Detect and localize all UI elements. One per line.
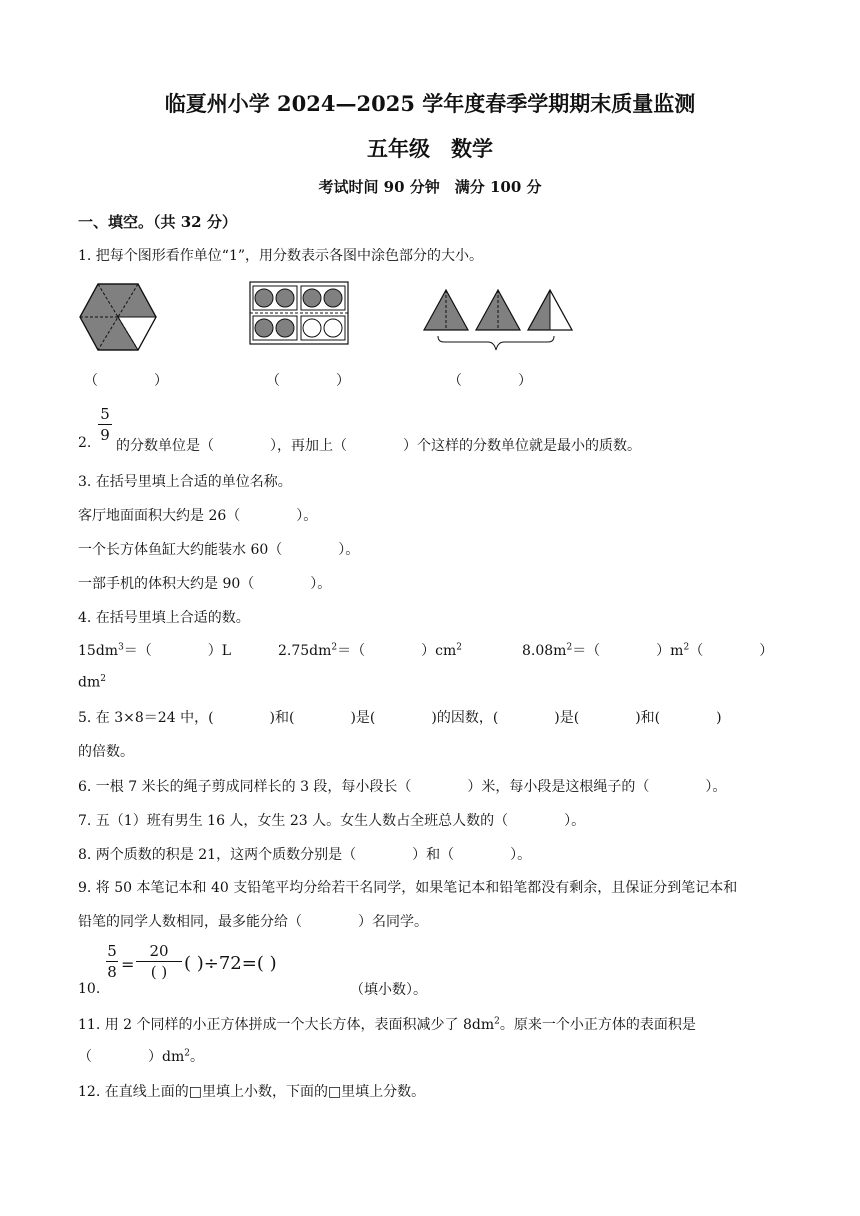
q4c-mid: （ ） <box>689 643 774 659</box>
q4b-left: 2.75dm <box>278 643 332 659</box>
question-3a: 客厅地面面积大约是 26（ ）。 <box>78 508 318 524</box>
q10-division-expression[interactable]: ( )÷72=( ) <box>184 953 277 974</box>
question-4a <box>78 640 231 660</box>
question-2-number: 2. <box>78 435 92 451</box>
fraction-bar <box>136 961 182 962</box>
superscript: 2 <box>100 674 106 684</box>
hexagon-figure-icon <box>78 282 158 352</box>
question-5-line-1: 5. 在 3×8＝24 中，( )和( )是( )的因数，( )是( )和( ) <box>78 710 722 726</box>
question-4: 4. 在括号里填上合适的数。 <box>78 610 250 626</box>
exam-info: 考试时间 90 分钟 满分 100 分 <box>318 178 542 196</box>
q11-blank[interactable]: （ ）dm <box>78 1049 185 1065</box>
question-4c <box>522 640 773 660</box>
q11-text-b: 。原来一个小正方体的表面积是 <box>499 1017 696 1033</box>
superscript: 2 <box>331 642 338 653</box>
question-11-line-1 <box>78 1014 696 1034</box>
fraction-5-9 <box>98 405 112 444</box>
q11-text-a: 11. 用 2 个同样的小正方体拼成一个大长方体，表面积减少了 8dm <box>78 1017 495 1033</box>
question-5-line-2: 的倍数。 <box>78 744 134 760</box>
fraction-denominator-blank[interactable]: ( ) <box>150 963 168 981</box>
superscript: 2 <box>566 642 573 653</box>
question-7: 7. 五（1）班有男生 16 人，女生 23 人。女生人数占全班总人数的（ ）。 <box>78 813 586 829</box>
question-12: 12. 在直线上面的□里填上小数，下面的□里填上分数。 <box>78 1084 426 1100</box>
question-3c: 一部手机的体积大约是 90（ ）。 <box>78 576 332 592</box>
superscript: 2 <box>456 642 463 653</box>
q4c-end: dm <box>78 674 101 691</box>
fraction-20-blank <box>136 942 182 981</box>
section-heading: 一、填空。（共 32 分） <box>78 213 237 231</box>
exam-title: 临夏州小学 2024—2025 学年度春季学期期末质量监测 <box>164 91 696 116</box>
fraction-denominator: 8 <box>107 963 117 981</box>
superscript: 2 <box>494 1016 500 1027</box>
q4a-left: 15dm <box>78 643 119 659</box>
fraction-denominator: 9 <box>100 426 110 444</box>
fraction-numerator: 5 <box>107 942 117 960</box>
question-6: 6. 一根 7 米长的绳子剪成同样长的 3 段，每小段长（ ）米，每小段是这根绳子的（ ）。 <box>78 779 727 795</box>
equals-sign: = <box>121 955 135 974</box>
circles-grid-figure-icon <box>249 281 349 345</box>
fraction-bar <box>98 424 112 425</box>
exam-subject: 五年级 数学 <box>367 136 493 161</box>
fraction-numerator: 20 <box>149 942 169 960</box>
q1-blank-3[interactable]: （ ） <box>448 373 532 389</box>
question-9-line-2: 铅笔的同学人数相同，最多能分给（ ）名同学。 <box>78 914 428 930</box>
fraction-numerator: 5 <box>100 405 110 423</box>
superscript: 3 <box>118 642 124 653</box>
question-1: 1. 把每个图形看作单位“1”，用分数表示各图中涂色部分的大小。 <box>78 248 484 264</box>
question-10-number: 10. <box>78 981 101 997</box>
fraction-bar <box>106 961 118 962</box>
superscript: 2 <box>184 1048 190 1059</box>
question-2-text: 的分数单位是（ ），再加上（ ）个这样的分数单位就是最小的质数。 <box>116 438 641 454</box>
q1-blank-1[interactable]: （ ） <box>84 373 168 389</box>
question-4b <box>278 640 462 660</box>
question-11-line-2 <box>78 1046 204 1066</box>
q4b-right: ＝（ ）cm <box>337 643 457 659</box>
question-8: 8. 两个质数的积是 21，这两个质数分别是（ ）和（ ）。 <box>78 847 532 863</box>
fraction-5-8 <box>106 942 118 981</box>
q1-blank-2[interactable]: （ ） <box>266 373 350 389</box>
question-3: 3. 在括号里填上合适的单位名称。 <box>78 474 292 490</box>
q10-note: （填小数）。 <box>350 982 427 998</box>
q4c-left: 8.08m <box>522 643 567 659</box>
question-4c-unit <box>78 674 106 691</box>
question-3b: 一个长方体鱼缸大约能装水 60（ ）。 <box>78 542 360 558</box>
q4c-right: ＝（ ）m <box>572 643 684 659</box>
triangles-figure-icon <box>420 286 580 354</box>
q11-end: 。 <box>189 1049 204 1065</box>
q4a-right: ＝（ ）L <box>123 643 232 659</box>
superscript: 2 <box>683 642 690 653</box>
question-9-line-1: 9. 将 50 本笔记本和 40 支铅笔平均分给若干名同学，如果笔记本和铅笔都没有剩余，且保证分到笔记本和 <box>78 880 738 896</box>
